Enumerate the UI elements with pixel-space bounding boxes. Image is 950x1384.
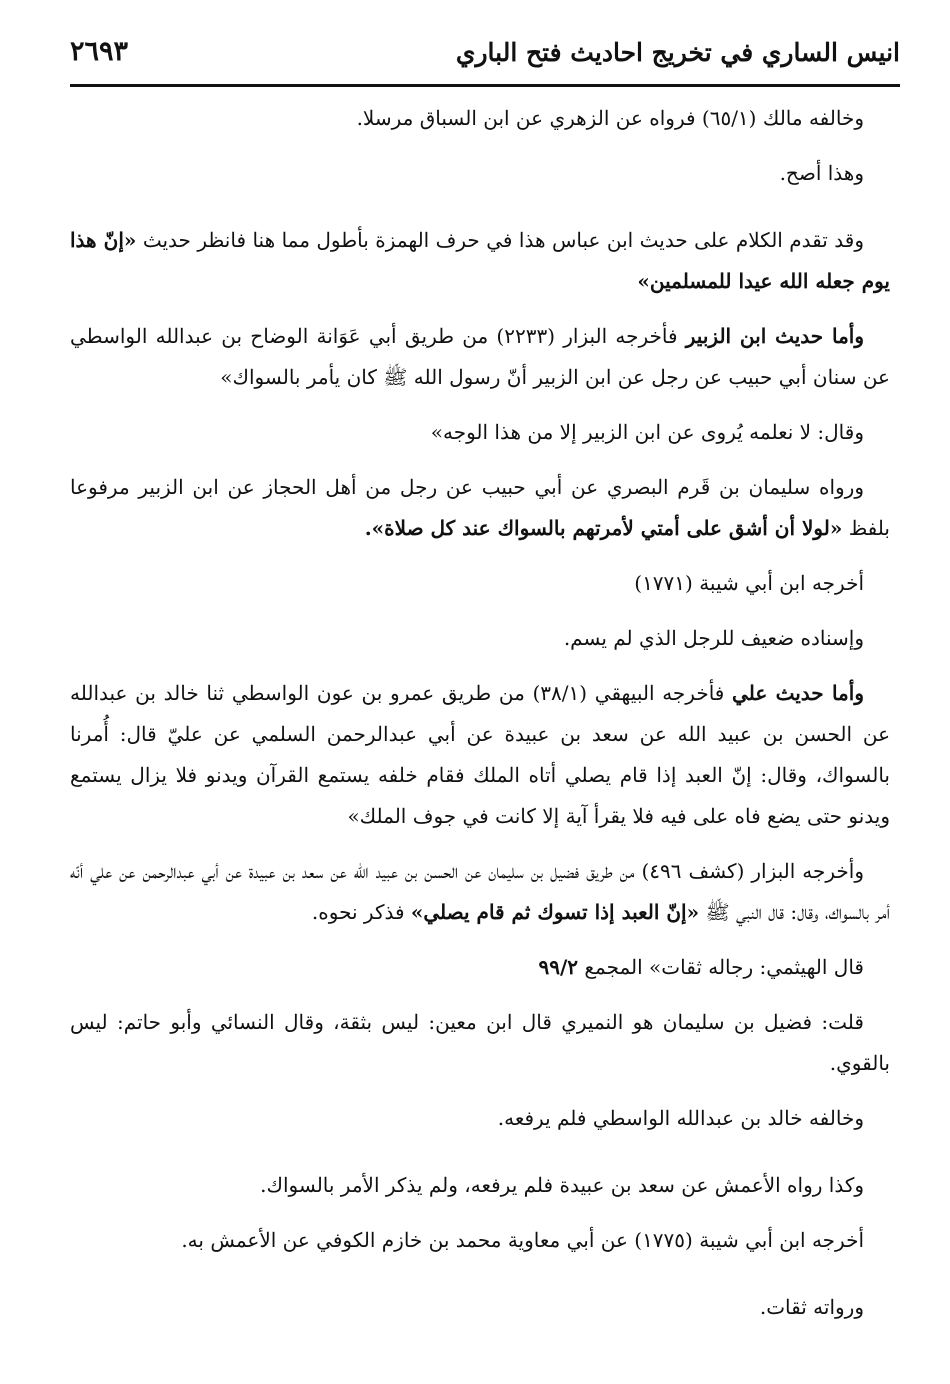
page-body bbox=[70, 98, 890, 1342]
text-run: فذكر نحوه. bbox=[311, 900, 411, 924]
bold-phrase: ٩٩/٢ bbox=[538, 955, 578, 979]
paragraph bbox=[70, 153, 890, 194]
paragraph bbox=[70, 1220, 890, 1261]
running-title: انيس الساري في تخريج احاديث فتح الباري bbox=[455, 38, 900, 67]
paragraph bbox=[70, 1002, 890, 1084]
text-run: أخرجه ابن أبي شيبة (١٧٧٥) عن أبي معاوية محمد بن خازم الكوفي عن الأعمش به. bbox=[181, 1228, 864, 1252]
page-header bbox=[70, 34, 900, 82]
bold-phrase: وأما حديث ابن الزبير bbox=[685, 324, 865, 348]
text-run: وكذا رواه الأعمش عن سعد بن عبيدة فلم يرفعه، ولم يذكر الأمر بالسواك. bbox=[260, 1173, 864, 1197]
bold-phrase: «إنّ هذا يوم جعله الله عيدا للمسلمين» bbox=[70, 228, 890, 293]
bold-phrase: وأما حديث علي bbox=[732, 681, 864, 705]
text-run: ورواته ثقات. bbox=[759, 1295, 864, 1319]
bold-phrase: «إنّ العبد إذا تسوك ثم قام يصلي» bbox=[410, 900, 700, 924]
paragraph bbox=[70, 220, 890, 302]
text-run: وأخرجه البزار (كشف ٤٩٦) من طريق فضيل بن سليمان عن الحسن بن عبيد الله عن سعد بن عبيدة عن أبي عبدالرحمن عن علي أنّه أمر بالسواك، وقال: قال النبي ﷺ bbox=[70, 859, 890, 924]
paragraph bbox=[70, 618, 890, 659]
text-run: قال الهيثمي: رجاله ثقات» المجمع bbox=[578, 955, 864, 979]
header-rule bbox=[70, 84, 900, 87]
text-run: وهذا أصح. bbox=[779, 161, 864, 185]
paragraph bbox=[70, 98, 890, 139]
text-run: وقال: لا نعلمه يُروى عن ابن الزبير إلا من هذا الوجه» bbox=[430, 420, 864, 444]
text-run: أخرجه ابن أبي شيبة (١٧٧١) bbox=[634, 571, 864, 595]
text-run: وخالفه خالد بن عبدالله الواسطي فلم يرفعه. bbox=[497, 1106, 864, 1130]
paragraph bbox=[70, 673, 890, 837]
text-run: وإسناده ضعيف للرجل الذي لم يسم. bbox=[563, 626, 864, 650]
text-run: وخالفه مالك (٦٥/١) فرواه عن الزهري عن ابن السباق مرسلا. bbox=[356, 106, 864, 130]
paragraph bbox=[70, 412, 890, 453]
page-number: ٢٦٩٣ bbox=[70, 36, 129, 67]
text-run: وقد تقدم الكلام على حديث ابن عباس هذا في حرف الهمزة بأطول مما هنا فانظر حديث bbox=[136, 228, 865, 252]
text-run: فأخرجه البزار (٢٢٣٣) من طريق أبي عَوَانة الوضاح بن عبدالله الواسطي عن سنان أبي حبيب عن رجل عن ابن الزبير أنّ رسول الله ﷺ كان يأمر بالسواك» bbox=[70, 324, 890, 389]
paragraph bbox=[70, 563, 890, 604]
paragraph bbox=[70, 947, 890, 988]
paragraph bbox=[70, 1287, 890, 1328]
paragraph bbox=[70, 467, 890, 549]
text-run: فأخرجه البيهقي (٣٨/١) من طريق عمرو بن عون الواسطي ثنا خالد بن عبدالله عن الحسن بن عبيد الله عن سعد بن عبيدة عن أبي عبدالرحمن السلمي عن عليّ قال: أُمرنا بالسواك، وقال: إنّ العبد إذا قام يصلي أتاه الملك فقام خلفه يستمع القرآن ويدنو فلا يزال يستمع ويدنو حتى يضع فاه على فيه فلا يقرأ آية إلا كانت في جوف الملك» bbox=[70, 681, 890, 828]
paragraph bbox=[70, 851, 890, 933]
text-run: ورواه سليمان بن قَرم البصري عن أبي حبيب عن رجل من أهل الحجاز عن ابن الزبير مرفوعا بلفظ bbox=[70, 475, 890, 540]
paragraph bbox=[70, 1098, 890, 1139]
paragraph bbox=[70, 1165, 890, 1206]
paragraph bbox=[70, 316, 890, 398]
text-run: قلت: فضيل بن سليمان هو النميري قال ابن معين: ليس بثقة، وقال النسائي وأبو حاتم: ليس بالقوي. bbox=[70, 1010, 890, 1075]
bold-phrase: «لولا أن أشق على أمتي لأمرتهم بالسواك عند كل صلاة». bbox=[364, 516, 843, 540]
